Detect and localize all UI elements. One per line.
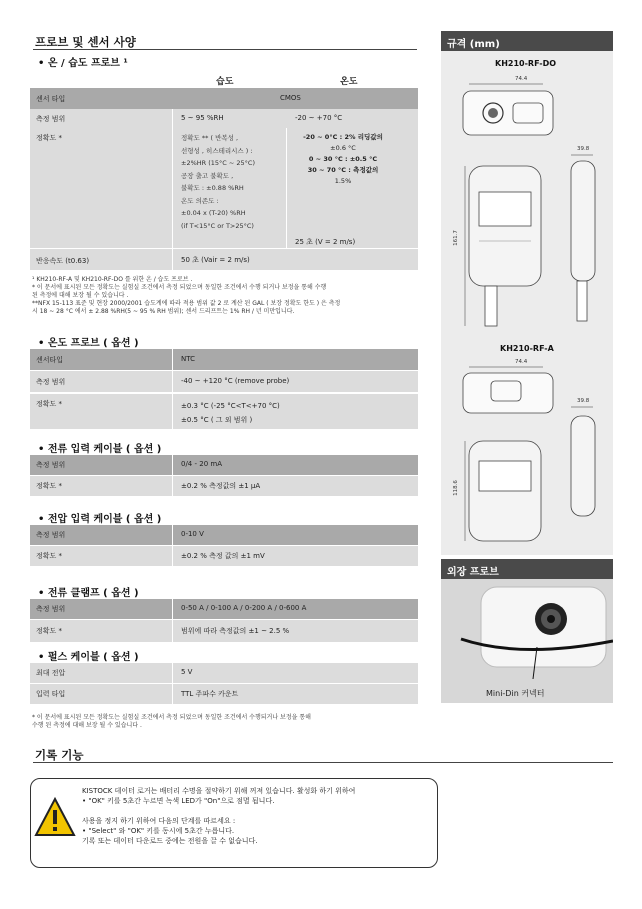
row-value: ±0.2 % 측정 값의 ±1 mV <box>181 552 265 560</box>
row-label: 측정 범위 <box>36 531 66 539</box>
dim-height-do: 161.7 <box>452 230 459 246</box>
col-humidity-header: 습도 <box>216 77 234 87</box>
current-cable-heading: • 전류 입력 케이블 ( 옵션 ) <box>38 444 162 455</box>
row-range-clamp <box>30 599 418 619</box>
dim-depth-do: 39.8 <box>577 146 590 152</box>
row-label: 정확도 * <box>36 482 63 490</box>
logging-text: KISTOCK 데이터 로거는 배터리 수명을 절약하기 위해 꺼져 있습니다. 활성화 하기 위하여 • "OK" 키를 5초간 누르면 녹색 LED가 "On"으로 점멸 됩니다. 사용을 정지 하기 위하여 다음의 단계를 따르세요 : • "Select" 와 "OK" 키를 동시에 5초간 누릅니다. 기록 또는 데이터 다운로드 중에는 전원을 끌 수 없습니다. <box>82 787 356 845</box>
row-accuracy-voltage <box>30 546 418 566</box>
row-response <box>30 248 418 270</box>
row-max-voltage <box>30 663 418 683</box>
footnotes: ¹ KH210-RF-A 및 KH210-RF-DO 를 위한 온 / 습도 프로브 . * 이 문서에 표시된 모든 정확도는 실험실 조건에서 측정 되었으며 동일한 조건에서 수행 되거나 보정을 통해 수행 된 측정에 대해 보장 될 수 있습니다 . **NFX 15-113 표준 및 현장 2000/2001 습도계에 따라 적용 범위 값 2 로 계산 된 GAL ( 보장 정확도 한도 ) 은 측정 시 18 ~ 28 °C 에서 ± 2.88 %RH(5 ~ 95 % RH 범위); 센서 드리프트는 1% RH / 년 미만입니다. <box>32 276 341 315</box>
row-value: NTC <box>181 355 195 363</box>
row-label: 최대 전압 <box>36 669 66 677</box>
row-value: 5 V <box>181 668 193 676</box>
connector-label: Mini-Din 커넥터 <box>486 689 545 698</box>
row-value: ±0.3 °C (-25 °C<T<+70 °C) ±0.5 °C ( 그 외 범위 ) <box>181 402 280 424</box>
row-accuracy-current <box>30 476 418 496</box>
current-clamp-heading: • 전류 클램프 ( 옵션 ) <box>38 588 139 599</box>
row-range-voltage <box>30 525 418 545</box>
row-range <box>30 109 418 128</box>
row-accuracy-ntc <box>30 393 418 429</box>
pulse-cable-heading: • 펄스 케이블 ( 옵션 ) <box>38 652 139 663</box>
row-label: 반응속도 (t0.63) <box>36 257 90 265</box>
temp-accuracy-text: -20 ~ 0°C : 2% 리딩값의 ±0.6 °C 0 ~ 30 °C : ±0.5 °C 30 ~ 70 °C : 측정값의 1.5% <box>303 133 383 185</box>
logging-rule <box>33 762 613 763</box>
dimension-drawings <box>441 51 613 555</box>
voltage-cable-heading: • 전압 입력 케이블 ( 옵션 ) <box>38 514 162 525</box>
section-title-logging: 기록 기능 <box>35 748 84 762</box>
external-probe-header: 외장 프로브 <box>441 559 613 579</box>
row-label: 측정 범위 <box>36 115 66 123</box>
row-label: 입력 타입 <box>36 690 66 698</box>
title-rule <box>33 49 417 50</box>
row-label: 정확도 * <box>36 400 63 408</box>
row-input-type <box>30 684 418 704</box>
row-accuracy-clamp <box>30 620 418 642</box>
row-value: 0/4 - 20 mA <box>181 460 222 468</box>
temp-probe-heading: • 온도 프로브 ( 옵션 ) <box>38 338 139 349</box>
row-label: 측정 범위 <box>36 461 66 469</box>
dim-height-a: 118.6 <box>452 480 459 496</box>
sensor-type-value: CMOS <box>280 94 301 102</box>
warning-icon <box>34 797 76 837</box>
mini-din-photo <box>441 579 613 703</box>
dim-width-a: 74.4 <box>515 359 528 365</box>
hum-accuracy-text: 정확도 ** ( 반복성 , 선형성 , 히스테리시스 ) : ±2%HR (15°C ~ 25°C) 공장 출고 불확도 , 불확도 : ±0.88 %RH 온도 의존도 : ±0.04 x (T-20) %RH (if T<15°C or T>25°C) <box>181 134 255 230</box>
dim-width-do: 74.4 <box>515 76 528 82</box>
model-do-label: KH210-RF-DO <box>495 59 557 68</box>
row-label: 센서타입 <box>36 356 64 364</box>
dimensions-header: 규격 (mm) <box>441 31 613 51</box>
row-accuracy <box>30 128 418 248</box>
row-range-ntc <box>30 371 418 392</box>
row-value: 0-50 A / 0-100 A / 0-200 A / 0-600 A <box>181 604 307 612</box>
row-label: 정확도 * <box>36 627 63 635</box>
hum-response: 50 초 (Vair = 2 m/s) <box>181 256 250 264</box>
row-label: 정확도 * <box>36 552 63 560</box>
row-value: -40 ~ +120 °C (remove probe) <box>181 377 290 385</box>
row-value: 0-10 V <box>181 530 204 538</box>
section-title-probes: 프로브 및 센서 사양 <box>35 35 136 49</box>
dim-depth-a: 39.8 <box>577 398 590 404</box>
model-a-label: KH210-RF-A <box>500 344 554 353</box>
row-label: 측정 범위 <box>36 605 66 613</box>
temp-response: 25 초 (V = 2 m/s) <box>295 238 356 246</box>
row-sensor-type-ntc <box>30 349 418 370</box>
row-value: 범위에 따라 측정값의 ±1 ~ 2.5 % <box>181 627 290 635</box>
bottom-footnote: * 이 문서에 표시된 모든 정확도는 실험실 조건에서 측정 되었으며 동일한 조건에서 수행되거나 보정을 통해 수행 된 측정에 대해 보장 될 수 있습니다 . <box>32 714 311 729</box>
row-sensor-type <box>30 88 418 109</box>
hum-range: 5 ~ 95 %RH <box>181 114 224 122</box>
temp-humidity-heading: • 온 / 습도 프로브 ¹ <box>38 58 128 69</box>
row-label: 센서 타입 <box>36 95 66 103</box>
row-value: ±0.2 % 측정값의 ±1 µA <box>181 482 261 490</box>
row-range-current <box>30 455 418 475</box>
row-label: 정확도 * <box>36 134 63 142</box>
temp-range: -20 ~ +70 °C <box>295 114 343 122</box>
col-temperature-header: 온도 <box>340 77 358 87</box>
row-label: 측정 범위 <box>36 378 66 386</box>
row-value: TTL 주파수 카운트 <box>181 690 239 698</box>
